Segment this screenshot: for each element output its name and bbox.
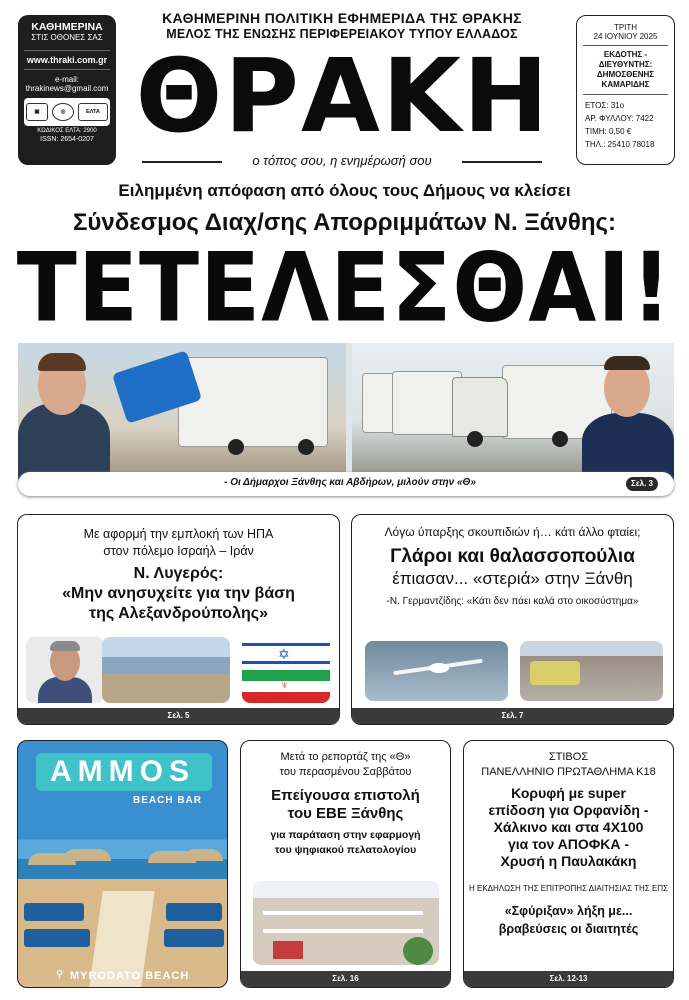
masthead-logo: ΘΡΑΚΗ — [135, 37, 551, 156]
sport-title-4: για τον ΑΠΟΦΚΑ - — [507, 836, 630, 852]
iran-emblem-icon: ♆ — [280, 678, 289, 692]
weekday: ΤΡΙΤΗ — [613, 23, 638, 32]
issue-date: 24 ΙΟΥΝΙΟΥ 2025 — [593, 32, 658, 41]
event-kicker: Η ΕΚΔΗΛΩΣΗ ΤΗΣ ΕΠΙΤΡΟΠΗΣ ΔΙΑΙΤΗΣΙΑΣ ΤΗΣ ΕΠΣ — [468, 884, 669, 893]
alexandroupoli-port-photo — [102, 637, 230, 703]
ammos-beach-bar-ad[interactable] — [17, 740, 228, 988]
price: ΤΙΜΗ: 0,50 € — [585, 127, 632, 136]
email-link[interactable]: thrakinews@gmail.com — [25, 84, 109, 93]
story-kicker: Λόγω ύπαρξης σκουπιδιών ή… κάτι άλλο φταίει; — [384, 525, 641, 539]
story-kicker-1: Με αφορμή την εμπλοκή των ΗΠΑ — [83, 527, 274, 541]
story-speaker: Ν. Λυγερός: — [133, 565, 224, 582]
story-title-2: έπιασαν... «στεριά» στην Ξάνθη — [392, 569, 633, 588]
story-title-1: Επείγουσα επιστολή — [271, 787, 420, 804]
ad-brand: AMMOS — [50, 755, 195, 788]
sport-title-5: Χρυσή η Παυλακάκη — [500, 853, 637, 869]
phone: ΤΗΛ.: 25410 78018 — [585, 140, 655, 149]
story-card-athletics[interactable] — [463, 740, 674, 988]
story-page-ref[interactable]: Σελ. 12-13 — [464, 971, 673, 987]
story-card-ebe[interactable] — [240, 740, 451, 988]
story-page-ref[interactable]: Σελ. 16 — [241, 971, 450, 987]
eurep-logo-icon: ◎ — [52, 103, 74, 121]
tagline: ο τόπος σου, η ενημέρωσή σου — [122, 153, 562, 168]
story-quote-1: «Μην ανησυχείτε για την βάση — [62, 585, 295, 602]
story-page-ref[interactable]: Σελ. 7 — [352, 708, 673, 724]
seagull-photo — [365, 641, 508, 701]
lead-photo-band — [18, 343, 674, 483]
issn: ISSN: 2654-0207 — [40, 136, 94, 143]
story-quote: -Ν. Γερμαντζίδης: «Κάτι δεν πάει καλά στο οικοσύστημα» — [386, 596, 639, 607]
israel-iran-flags — [242, 637, 330, 703]
daily-label: ΚΑΘΗΜΕΡΙΝΑ — [31, 21, 103, 33]
story-card-seagulls[interactable] — [351, 514, 674, 725]
subscription-info-box — [18, 15, 116, 165]
garbage-truck-photo — [18, 343, 346, 483]
story-kicker-2: του περασμένου Σαββάτου — [279, 766, 412, 778]
press-union-logo-icon: ▣ — [26, 103, 48, 121]
story-kicker-2: στον πόλεμο Ισραήλ – Ιράν — [103, 544, 254, 558]
publisher-label: ΕΚΔΟΤΗΣ - ΔΙΕΥΘΥΝΤΗΣ: — [598, 50, 653, 69]
screens-label: ΣΤΙΣ ΟΘΟΝΕΣ ΣΑΣ — [31, 33, 103, 42]
star-of-david-icon: ✡ — [278, 646, 290, 662]
publication-year: ΕΤΟΣ: 31ο — [585, 101, 625, 110]
lead-headline[interactable]: ΤΕΤΕΛΕΣΘΑΙ! — [16, 231, 673, 344]
lead-caption: - Οι Δήμαρχοι Ξάνθης και Αβδήρων, μιλούν στην «Θ» — [224, 477, 476, 488]
landfill-photo — [520, 641, 663, 701]
sport-kicker: ΣΤΙΒΟΣ — [548, 751, 589, 763]
elta-logo-icon: ΕΛΤΑ — [78, 103, 108, 121]
event-title-2: βραβεύσεις οι διαιτητές — [498, 922, 639, 936]
sport-title-2: επίδοση για Ορφανίδη - — [488, 802, 649, 818]
lead-subtitle: Σύνδεσμος Διαχ/σης Απορριμμάτων Ν. Ξάνθης: — [72, 209, 616, 236]
story-kicker-1: Μετά το ρεπορτάζ της «Θ» — [280, 751, 411, 763]
truck-fleet-photo — [352, 343, 674, 483]
ad-subtitle: BEACH BAR — [133, 795, 202, 806]
elta-code: ΚΩΔΙΚΟΣ ΕΛΤΑ: 2900 — [37, 128, 97, 134]
story-desc-2: του ψηφιακού πελατολογίου — [274, 844, 417, 856]
email-label: e-mail: — [54, 75, 79, 84]
sport-title-1: Κορυφή με super — [511, 785, 626, 801]
issue-info-box — [576, 15, 675, 165]
newspaper-descriptor: ΚΑΘΗΜΕΡΙΝΗ ΠΟΛΙΤΙΚΗ ΕΦΗΜΕΡΙΔΑ ΤΗΣ ΘΡΑΚΗΣ — [162, 10, 522, 26]
lygeros-portrait — [26, 637, 104, 703]
location-pin-icon: ⚲ — [56, 969, 64, 980]
press-union-membership: ΜΕΛΟΣ ΤΗΣ ΕΝΩΣΗΣ ΠΕΡΙΦΕΡΕΙΑΚΟΥ ΤΥΠΟΥ ΕΛΛΑΔΟΣ — [166, 27, 518, 41]
publisher-name-first: ΔΗΜΟΣΘΕΝΗΣ — [596, 70, 655, 79]
story-card-lygeros[interactable] — [17, 514, 340, 725]
story-title-2: του ΕΒΕ Ξάνθης — [287, 805, 404, 822]
story-title-1: Γλάροι και θαλασσοπούλια — [390, 546, 635, 567]
lead-page-ref[interactable]: Σελ. 3 — [626, 477, 658, 491]
event-title-1: «Σφύριξαν» λήξη με... — [504, 904, 633, 918]
sport-title-3: Χάλκινο και στα 4Χ100 — [493, 819, 644, 835]
story-page-ref[interactable]: Σελ. 5 — [18, 708, 339, 724]
lead-pre-title: Ειλημμένη απόφαση από όλους τους Δήμους να κλείσει — [118, 181, 571, 200]
story-desc-1: για παράταση στην εφαρμογή — [270, 829, 421, 841]
publisher-name-last: ΚΑΜΑΡΙΔΗΣ — [601, 80, 650, 89]
website-link[interactable]: www.thraki.com.gr — [24, 50, 110, 70]
chamber-building-photo — [253, 881, 439, 965]
story-quote-2: της Αλεξανδρούπολης» — [89, 605, 268, 622]
sport-championship: ΠΑΝΕΛΛΗΝΙΟ ΠΡΩΤΑΘΛΗΜΑ Κ18 — [481, 766, 656, 778]
ad-location: MYRODATO BEACH — [70, 970, 190, 982]
issue-number: ΑΡ. ΦΥΛΛΟΥ: 7422 — [585, 114, 654, 123]
postal-stamps — [24, 98, 110, 126]
